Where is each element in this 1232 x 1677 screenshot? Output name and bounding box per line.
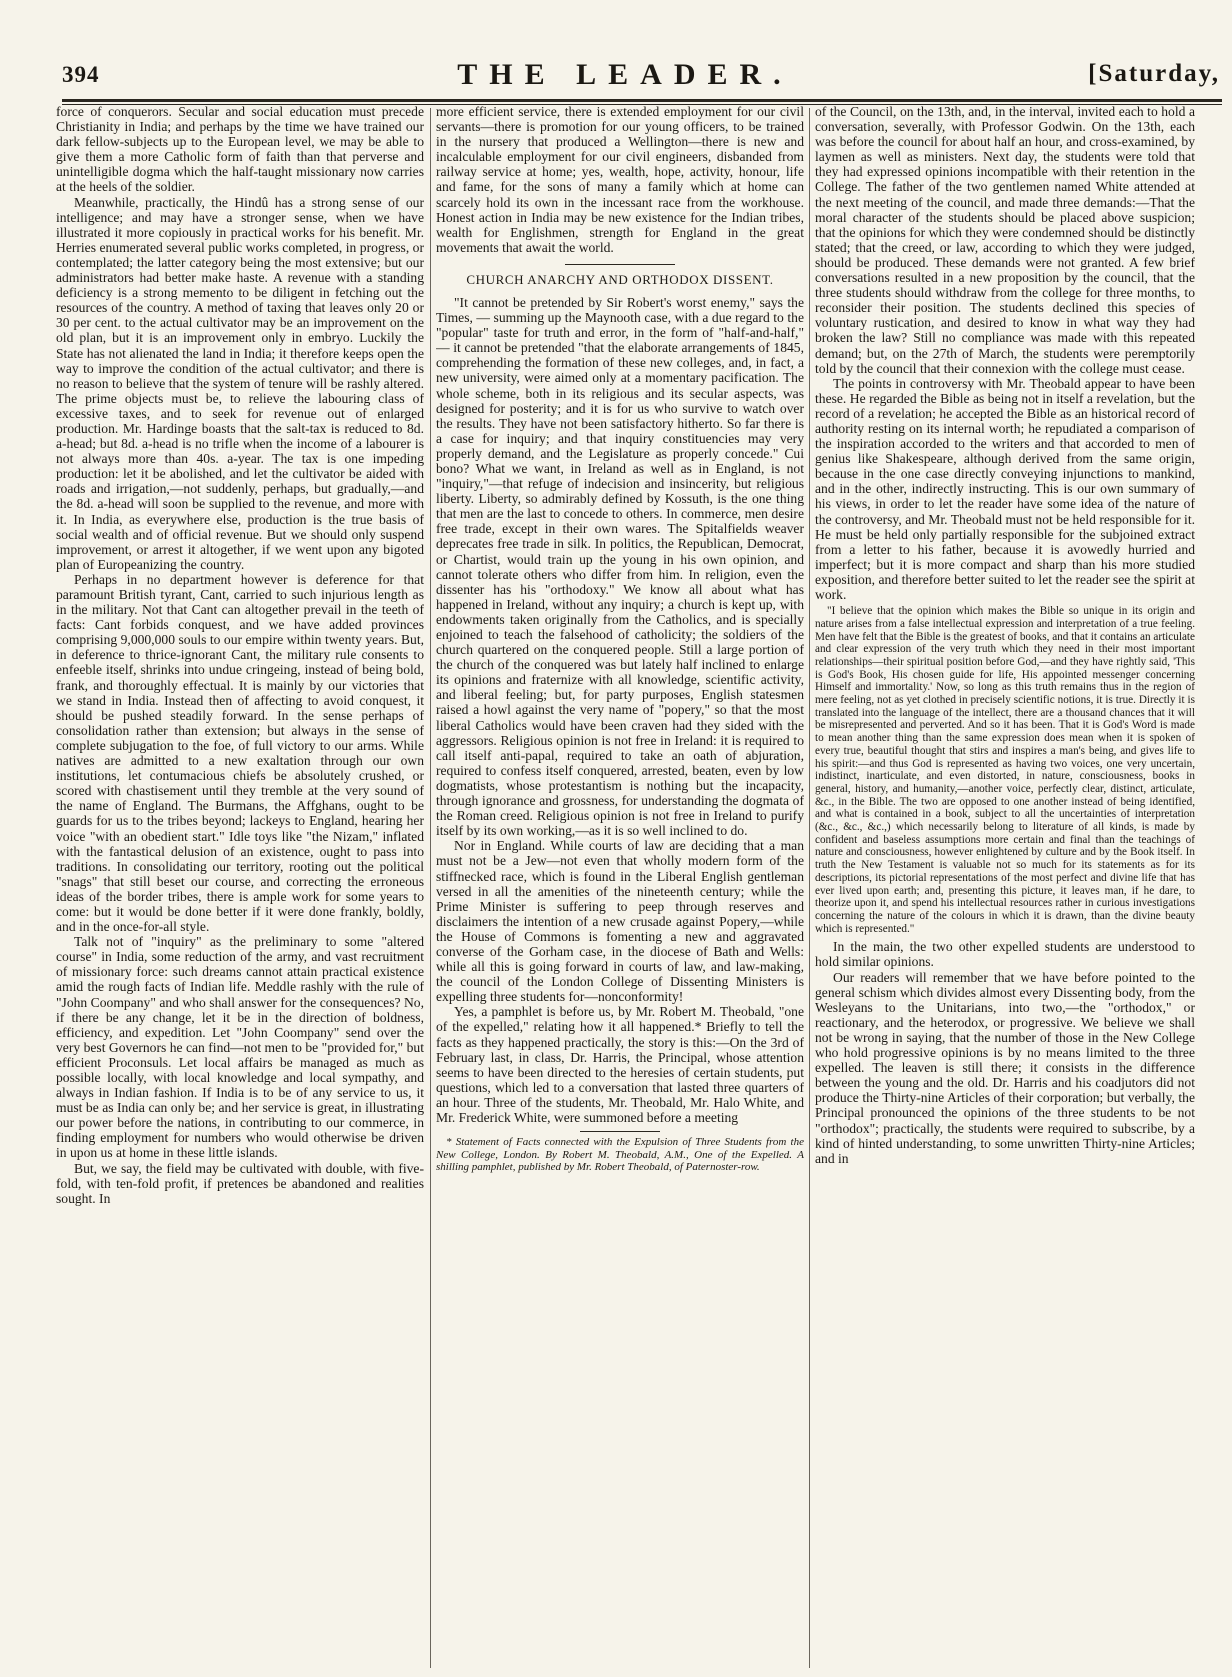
article-paragraph: The points in controversy with Mr. Theobald appear to have been these. He regarded the Bible as being not in itself a revelation, but the record of a revelation; he accepted the Bible as an historical record of authority resting on its internal worth; he repudiated a comparison of the inspiration accorded to the writers and that accorded to men of genius like Shakespeare, although derived from the same origin, because in the one case directly conveying injunctions to mankind, and in the other, indirectly instructing. This is our own summary of his views, in order to let the reader have some idea of the nature of the controversy, and Mr. Theobald must not be held responsible for it. He must be held only partially responsible for the subjoined extract from a letter to his father, because it is avowedly hurried and imperfect; but it is more compact and sharp than his more studied exposition, and therefore better suited to let the reader see the spirit at work. xyxy=(815,375,1195,602)
footnote-rule xyxy=(580,1131,660,1132)
article-paragraph: Meanwhile, practically, the Hindû has a strong sense of our intelligence; and may have a stronger sense, when we have illustrated it more copiously in practical works for his benefit. Mr. Herries enumerated several public works completed, in progress, or contemplated; the latter category being the most extensive; but our administrators had better make haste. A revenue with a standing deficiency is a strong memento to be diligent in fetching out the resources of the country. A method of taxing that leaves only 20 or 30 per cent. to the actual cultivator may be an improvement on the old plan, but it is an improvement only in embryo. Luckily the State has not alienated the land in India; it therefore keeps open the way to improve the condition of the actual cultivator; and there is no reason to believe that the system of tenure will be rashly altered. The prime objects must be, to relieve the labouring class of excessive taxes, and to seek for revenue out of enlarged production. Mr. Hardinge boasts that the salt-tax is reduced to 8d. a-head; but 8d. a-head is no trifle when the income of a labourer is not always more than 40s. a-year. The tax is one impeding production: let it be abolished, and let the cultivator be aided with roads and irrigation,—not suddenly, perhaps, but gradually,—and the 8d. a-head will soon be supplied to the revenue, and more with it. In India, as everywhere else, production is the true basis of social wealth and of official revenue. But we should only suspend improvement, or arrest it altogether, if we went upon any bigoted plan of Europeanizing the country. xyxy=(56,194,424,572)
article-paragraph: Talk not of "inquiry" as the preliminary to some "altered course" in India, some reduction of the army, and vast recruitment of missionary force: such dreams cannot attain practical existence amid the rough facts of Indian life. Meddle rashly with the rule of "John Coompany" and who shall answer for the consequences? No, if there be any change, let it be in the direction of boldness, efficiency, and expedition. Let "John Coompany" send over the very best Governors he can find—not men to be "provided for," but efficient Proconsuls. Let local affairs be managed as much as possible locally, with local knowledge and local sympathy, and always in Indian fashion. If India is to be of any service to us, it must be as India can only be; and her service is great, in illustrating our power before the nations, in contributing to our commerce, in finding employment for numbers who would otherwise be driven in upon us at home in these little islands. xyxy=(56,934,424,1161)
page-number: 394 xyxy=(62,62,100,87)
article-paragraph: Our readers will remember that we have before pointed to the general schism which divides almost every Dissenting body, from the Wesleyans to the Unitarians, into two,—the "orthodox," or reactionary, and the heterodox, or progressive. We believe we shall not be wrong in saying, that the number of those in the New College who hold progressive opinions is by no means limited to the three expelled. The leaven is still there; it consists in the difference between the young and the old. Dr. Harris and his coadjutors did not produce the Thirty-nine Articles of their corporation; but verbally, the Principal pronounced the opinions of the three students to be not "orthodox"; practically, the students were required to subscribe, by a kind of hinted understanding, to some unwritten Thirty-nine Articles; and in xyxy=(815,969,1195,1166)
footnote: * Statement of Facts connected with the Expulsion of Three Students from the New College, London. By Robert M. Theobald, A.M., One of the Expelled. A shilling pamphlet, published by Mr. Robert Theobald, of Paternoster-row. xyxy=(436,1136,804,1173)
column-divider xyxy=(809,108,810,1668)
article-paragraph: "It cannot be pretended by Sir Robert's worst enemy," says the Times, — summing up the Maynooth case, with a due regard to the "popular" taste for truth and error, in the form of "half-and-half," — it cannot be pretended "that the elaborate arrangements of 1845, comprehending the formation of these new colleges, and, in fact, a new university, were aimed only at a momentary pacification. The whole scheme, both in its religious and its secular aspects, was designed for posterity; and it is for us who survive to watch over the results. They have not been satisfactory hitherto. So far there is a case for inquiry; and that inquiry constituencies may very properly demand, and the Legislature as properly concede." Cui bono? What we want, in Ireland as well as in England, is not "inquiry,"—that refuge of indecision and insincerity, but religious liberty. Liberty, so admirably defined by Kossuth, is the one thing that men are the last to concede to others. In commerce, men desire free trade, except in their own wares. The Spitalfields weaver deprecates free trade in silk. In politics, the Republican, Democrat, or Chartist, would train up the young in his own opinion, and cannot tolerate others who differ from him. In religion, even the dissenter has his "orthodoxy." We know all about what has happened in Ireland, without any inquiry; a church is kept up, with endowments taken originally from the Catholics, and is specially enjoined to teach the falsehood of catholicity; the soldiers of the church quartered on the conquered people. Still a large portion of the church of the conquered was but lately half inclined to enlarge its opinions and fraternize with all knowledge, scientific activity, and liberal feeling; but, for party purposes, English statesmen raised a howl against the very name of "popery," so that the most liberal Catholics would have been craven had they sided with the aggressors. Religious opinion is not free in Ireland: it is required to call itself anti-papal, required to take an oath of abjuration, required to confess itself conquered, arrested, beaten, even by low dogmatists, whose protestantism is nothing but the incapacity, through ignorance and grossness, for understanding the dogmata of the Roman creed. Religious opinion is not free in Ireland to purify itself by its own working,—as it is so well inclined to do. xyxy=(436,294,804,839)
column-divider xyxy=(430,108,431,1668)
article-paragraph: of the Council, on the 13th, and, in the interval, invited each to hold a conversation, severally, with Professor Godwin. On the 13th, each was before the council for about half an hour, and cross-examined, by laymen as well as ministers. Next day, the students were told that they had expressed opinions incompatible with their retention in the College. The father of the two gentlemen named White attended at the next meeting of the council, and made three demands:—That the moral character of the students should be placed above suspicion; that the opinions for which they were condemned should be distinctly stated; that the creed, or law, according to which they were judged, should be produced. These demands were not granted. A few brief conversations resulted in a new proposition by the council, that the three students should withdraw from the college for three months, to reconsider their position. The students declined this species of voluntary rustication, and desired to know in what way they had broken the law? Still no compliance was made with this repeated demand; but, on the 27th of March, the students were peremptorily told by the council that their connexion with the college must cease. xyxy=(815,104,1195,376)
article-paragraph: In the main, the two other expelled students are understood to hold similar opinions. xyxy=(815,939,1195,970)
section-heading-text: CHURCH ANARCHY AND ORTHODOX DISSENT. xyxy=(466,271,774,287)
masthead xyxy=(30,52,1220,96)
column-3 xyxy=(815,104,1195,1669)
block-quote: "I believe that the opinion which makes the Bible so unique in its origin and nature arises from a false intellectual expression and interpretation of a true feeling. Men have felt that the Bible is the greatest of books, and that it contains an articulate and clear expression of the very truth which they need in their most important relationships—their spiritual position before God,—and they have rightly said, 'This is God's Book, His chosen guide for life, His appointed messenger concerning Himself and immortality.' Now, so long as this truth remains thus in the region of mere feeling, not as yet clothed in precisely scientific notions, it is true. Directly it is translated into the language of the intellect, there are a thousand chances that it will be misrepresented and perverted. And so it has been. That it is God's Word is made to mean another thing than the same expression does mean when it is spoken of every true, beautiful thought that stirs and inspires a man's being, and gives life to his spirit:—and thus God is represented as having two voices, one very uncertain, indistinct, inarticulate, and even distorted, in nature, consciousness, books in general, history, and humanity,—another voice, perfectly clear, distinct, articulate, &c., in the Bible. The two are opposed to one another instead of being identified, and what is contained in a book, subject to all the uncertainties of interpretation (&c., &c., &c.,) which necessarily belong to literature of all kinds, is made by confident and baseless assumptions more certain and final than the teachings of nature and consciousness, however enlightened by culture and by the Book itself. In truth the New Testament is valuable not so much for its statements as for its descriptions, its pictorial representations of the most perfect and divine life that has ever lived upon earth; and, presenting this picture, it leaves man, if he dare, to theorize upon it, and spend his intellectual resources rather in curious investigations concerning the nature of the colours in which it is drawn, than the divine beauty which is represented." xyxy=(815,605,1195,935)
article-paragraph: Perhaps in no department however is deference for that paramount British tyrant, Cant, carried to such injurious length as in the military. Not that Cant can altogether prevail in the teeth of facts: Cant forbids conquest, and we have added provinces comprising 9,000,000 souls to our empire within twenty years. But, in deference to thrice-ignorant Cant, the military rule consents to enfeeble itself, shrinks into undue cringeing, instead of being bold, frank, and thoroughly effectual. It is mainly by our victories that we stand in India. Instead then of affecting to avoid conquest, it should be pushed steadily forward. In the sense perhaps of consolidation rather than extension; but always in the sense of complete subjugation to the foe, of full victory to our arms. While natives are admitted to a new exaltation through our own institutions, let contumacious chiefs be absolutely crushed, or scored with chastisement until they tremble at the very sound of the name of England. The Burmans, the Affghans, ought to be guards for us to the tribes beyond; lackeys to England, hearing her voice "with an obedient start." Idle toys like "the Nizam," inflated with the fantastical delusion of an existence, ought to pass into traditions. In consolidating our territory, rooting out the political "snags" that still beset our course, and correcting the erroneous ideas of the border tribes, there is ample work for some years to come: but it would be done better if it were done frankly, boldly, and in the once-for-all style. xyxy=(56,571,424,935)
column-1 xyxy=(56,104,424,1669)
heading-rule xyxy=(565,264,675,265)
column-2 xyxy=(436,104,804,1669)
newspaper-title: THE LEADER. xyxy=(457,58,793,91)
section-heading xyxy=(436,264,804,287)
article-paragraph: But, we say, the field may be cultivated with double, with five-fold, with ten-fold profit, if pretences be abandoned and realities sought. In xyxy=(56,1160,424,1206)
issue-day: [Saturday, xyxy=(1088,60,1220,87)
article-paragraph: force of conquerors. Secular and social education must precede Christianity in India; and perhaps by the time we have trained our dark fellow-subjects up to the European level, we may be able to give them a more Catholic form of faith than that perverse and unintelligible dogma which the half-taught missionary now carries at the heels of the soldier. xyxy=(56,104,424,195)
article-paragraph: more efficient service, there is extended employment for our civil servants—there is promotion for our young officers, to be trained in the nursery that produced a Wellington—there is new and incalculable employment for our civil engineers, disbanded from railway service at home; yes, wealth, hope, activity, honour, life and fame, for the sons of many a family which at home can scarcely hold its own in the incessant race from the workhouse. Honest action in India may be new existence for the Indian tribes, wealth for Englishmen, strength for England in the great movements that await the world. xyxy=(436,104,804,255)
article-paragraph: Yes, a pamphlet is before us, by Mr. Robert M. Theobald, "one of the expelled," relating how it all happened.* Briefly to tell the facts as they happened practically, the story is this:—On the 3rd of February last, in class, Dr. Harris, the Principal, whose attention seems to have been directed to the heresies of certain students, put questions, which led to a conversation that lasted three quarters of an hour. Three of the students, Mr. Theobald, Mr. Halo White, and Mr. Frederick White, were summoned before a meeting xyxy=(436,1004,804,1125)
masthead-rule-thick xyxy=(62,99,1222,102)
article-paragraph: Nor in England. While courts of law are deciding that a man must not be a Jew—not even that wholly modern form of the stiffnecked race, which is found in the Liberal English gentleman versed in all the amenities of the nineteenth century; while the Prime Minister is suffering to peep through reserves and disclaimers the intention of a new crusade against Popery,—while the House of Commons is fomenting a new and aggravated converse of the Gorham case, in the diocese of Bath and Wells: while all this is going forward in courts of law, and law-making, the council of the London College of Dissenting Ministers is expelling three students for—nonconformity! xyxy=(436,838,804,1005)
